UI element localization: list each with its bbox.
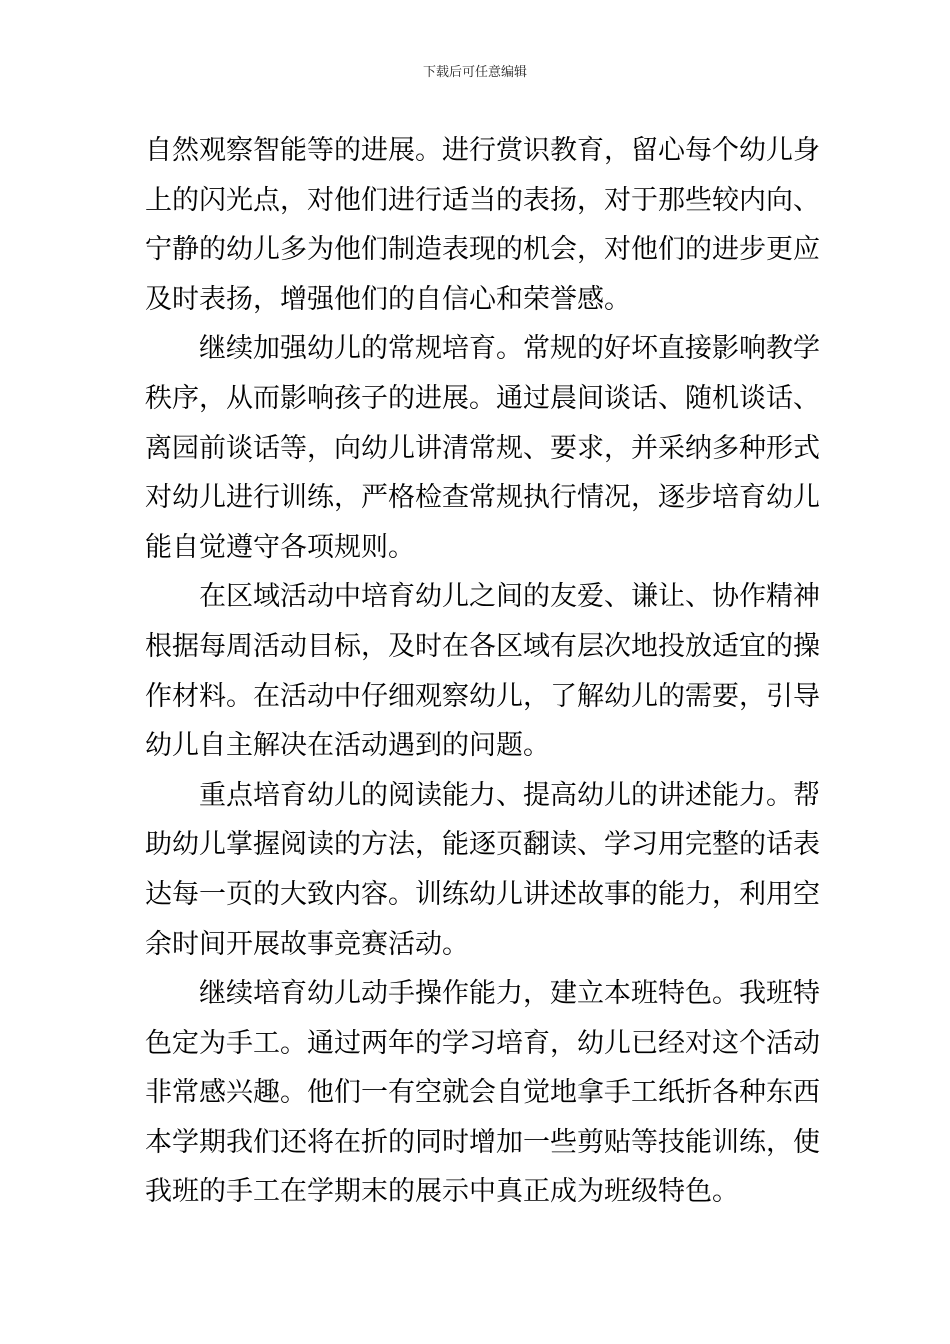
paragraph-line: 非常感兴趣。他们一有空就会自觉地拿手工纸折各种东西 [145, 1077, 820, 1109]
paragraph-line: 秩序，从而影响孩子的进展。通过晨间谈话、随机谈话、 [145, 382, 820, 414]
paragraph-line: 余时间开展故事竞赛活动。 [145, 928, 469, 960]
document-body [145, 126, 820, 1217]
paragraph-line: 作材料。在活动中仔细观察幼儿，了解幼儿的需要，引导 [145, 680, 820, 712]
paragraph-5 [145, 969, 820, 1217]
paragraph-line: 及时表扬，增强他们的自信心和荣誉感。 [145, 283, 631, 315]
paragraph-line: 离园前谈话等，向幼儿讲清常规、要求，并采纳多种形式 [145, 432, 820, 464]
paragraph-3 [145, 572, 820, 770]
paragraph-line: 幼儿自主解决在活动遇到的问题。 [145, 730, 550, 762]
paragraph-line: 能自觉遵守各项规则。 [145, 531, 415, 563]
paragraph-line: 我班的手工在学期末的展示中真正成为班级特色。 [145, 1176, 739, 1208]
paragraph-line: 重点培育幼儿的阅读能力、提高幼儿的讲述能力。帮 [199, 779, 820, 811]
paragraph-line: 宁静的幼儿多为他们制造表现的机会，对他们的进步更应 [145, 234, 820, 266]
paragraph-line: 自然观察智能等的进展。进行赏识教育，留心每个幼儿身 [145, 135, 820, 166]
paragraph-line: 助幼儿掌握阅读的方法，能逐页翻读、学习用完整的话表 [145, 829, 820, 861]
paragraph-line: 对幼儿进行训练，严格检查常规执行情况，逐步培育幼儿 [145, 482, 820, 514]
paragraph-line: 上的闪光点，对他们进行适当的表扬，对于那些较内向、 [145, 184, 820, 216]
paragraph-2 [145, 324, 820, 572]
paragraph-line: 根据每周活动目标，及时在各区域有层次地投放适宜的操 [145, 630, 820, 662]
paragraph-4 [145, 771, 820, 969]
header-text: 下载后可任意编辑 [422, 65, 527, 80]
paragraph-line: 继续培育幼儿动手操作能力，建立本班特色。我班特 [199, 978, 820, 1010]
paragraph-line: 色定为手工。通过两年的学习培育，幼儿已经对这个活动 [145, 1027, 820, 1059]
page-header [0, 64, 950, 82]
paragraph-line: 继续加强幼儿的常规培育。常规的好坏直接影响教学 [199, 333, 820, 365]
paragraph-line: 在区域活动中培育幼儿之间的友爱、谦让、协作精神 [199, 581, 820, 613]
paragraph-1 [145, 126, 820, 324]
paragraph-line: 达每一页的大致内容。训练幼儿讲述故事的能力，利用空 [145, 878, 820, 910]
paragraph-line: 本学期我们还将在折的同时增加一些剪贴等技能训练，使 [145, 1126, 820, 1158]
